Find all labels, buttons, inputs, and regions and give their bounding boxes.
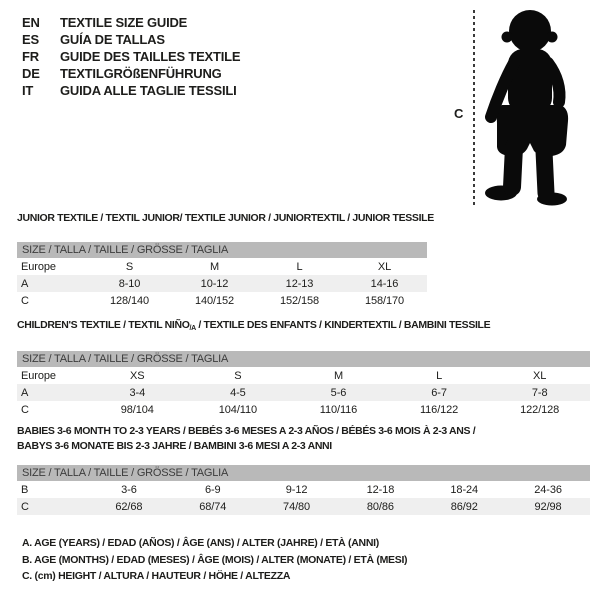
language-code: IT bbox=[22, 83, 34, 98]
baby-height-figure bbox=[440, 0, 600, 215]
size-cell: XL bbox=[533, 369, 547, 382]
language-row-it bbox=[22, 82, 240, 99]
language-row-en bbox=[22, 14, 240, 31]
junior-size-table bbox=[17, 242, 427, 309]
table-row-age-months bbox=[17, 481, 590, 498]
age-cell: 6-7 bbox=[431, 386, 447, 399]
size-cell: L bbox=[436, 369, 443, 382]
language-row-de bbox=[22, 65, 240, 82]
table-row-height bbox=[17, 292, 427, 309]
row-label: A bbox=[21, 386, 29, 399]
age-cell: 5-6 bbox=[330, 386, 347, 399]
height-cell: 110/116 bbox=[319, 403, 358, 416]
height-cell: 68/74 bbox=[199, 500, 227, 513]
babies-table-title bbox=[17, 424, 475, 454]
height-cell: 128/140 bbox=[109, 294, 150, 307]
babies-title-line2: BABYS 3-6 MONATE BIS 2-3 JAHRE / BAMBINI 3-6 MESI A 2-3 ANNI bbox=[17, 440, 332, 452]
size-cell: XL bbox=[377, 260, 392, 273]
size-cell: S bbox=[125, 260, 134, 273]
babies-size-table bbox=[17, 465, 590, 515]
height-cell: 122/128 bbox=[520, 403, 560, 416]
table-row-europe bbox=[17, 367, 590, 384]
table-row-height bbox=[17, 401, 590, 418]
age-cell: 24-36 bbox=[534, 483, 562, 496]
height-cell: 158/170 bbox=[364, 294, 405, 307]
age-cell: 7-8 bbox=[531, 386, 548, 399]
age-cell: 12-13 bbox=[285, 277, 314, 290]
height-cell: 98/104 bbox=[120, 403, 154, 416]
row-label: Europe bbox=[21, 369, 56, 382]
row-label: C bbox=[21, 500, 29, 513]
age-cell: 14-16 bbox=[370, 277, 399, 290]
age-cell: 6-9 bbox=[204, 483, 221, 496]
age-cell: 3-4 bbox=[129, 386, 146, 399]
size-cell: S bbox=[234, 369, 242, 382]
children-size-table bbox=[17, 351, 590, 418]
height-cell: 116/122 bbox=[419, 403, 459, 416]
row-label: A bbox=[21, 277, 29, 290]
age-cell: 3-6 bbox=[121, 483, 137, 496]
children-table-title bbox=[17, 319, 490, 332]
age-cell: 4-5 bbox=[230, 386, 246, 399]
table-row-age bbox=[17, 384, 590, 401]
row-label: B bbox=[21, 483, 29, 496]
height-cell: 80/86 bbox=[366, 500, 394, 513]
language-label: GUÍA DE TALLAS bbox=[60, 32, 165, 47]
height-cell: 152/158 bbox=[279, 294, 320, 307]
table-row-europe bbox=[17, 258, 427, 275]
language-code: DE bbox=[22, 66, 40, 81]
footnote-height: C. (cm) HEIGHT / ALTURA / HAUTEUR / HÖHE / ALTEZZA bbox=[22, 570, 291, 582]
size-header-bar: SIZE / TALLA / TAILLE / GRÖSSE / TAGLIA bbox=[17, 351, 590, 367]
size-cell: XS bbox=[130, 369, 145, 382]
junior-table-title: JUNIOR TEXTILE / TEXTIL JUNIOR/ TEXTILE JUNIOR / JUNIORTEXTIL / JUNIOR TESSILE bbox=[17, 212, 434, 224]
language-code: EN bbox=[22, 15, 40, 30]
height-cell: 74/80 bbox=[283, 500, 311, 513]
height-measure-dashed-line bbox=[473, 10, 475, 206]
footnotes bbox=[22, 535, 407, 585]
size-cell: L bbox=[296, 260, 303, 273]
height-measure-label: C bbox=[454, 106, 464, 121]
row-label: C bbox=[21, 403, 29, 416]
age-cell: 18-24 bbox=[450, 483, 479, 496]
size-cell: M bbox=[333, 369, 344, 382]
height-cell: 92/98 bbox=[534, 500, 562, 513]
language-row-es bbox=[22, 31, 240, 48]
height-cell: 104/110 bbox=[218, 403, 258, 416]
children-title-post: / TEXTILE DES ENFANTS / KINDERTEXTIL / BAMBINI TESSILE bbox=[195, 319, 491, 331]
language-label: GUIDE DES TAILLES TEXTILE bbox=[60, 49, 241, 64]
age-cell: 12-18 bbox=[366, 483, 395, 496]
language-code: ES bbox=[22, 32, 39, 47]
footnote-age-months: B. AGE (MONTHS) / EDAD (MESES) / ÂGE (MOIS) / ALTER (MONATE) / ETÀ (MESI) bbox=[22, 553, 408, 566]
table-row-height bbox=[17, 498, 590, 515]
size-cell: M bbox=[209, 260, 220, 273]
size-header-bar: SIZE / TALLA / TAILLE / GRÖSSE / TAGLIA bbox=[17, 465, 590, 481]
row-label: C bbox=[21, 294, 29, 307]
language-code: FR bbox=[22, 49, 39, 64]
table-row-age bbox=[17, 275, 427, 292]
children-title-pre: CHILDREN'S TEXTILE / TEXTIL NIÑO bbox=[17, 319, 190, 331]
size-header-bar: SIZE / TALLA / TAILLE / GRÖSSE / TAGLIA bbox=[17, 242, 427, 258]
height-cell: 140/152 bbox=[194, 294, 235, 307]
language-label: TEXTILGRÖßENFÜHRUNG bbox=[60, 66, 222, 81]
babies-title-line1: BABIES 3-6 MONTH TO 2-3 YEARS / BEBÉS 3-6 MESES A 2-3 AÑOS / BÉBÉS 3-6 MOIS À 2-3 ANS / bbox=[17, 425, 476, 437]
age-cell: 9-12 bbox=[285, 483, 308, 496]
baby-silhouette-icon bbox=[484, 5, 596, 207]
language-label: TEXTILE SIZE GUIDE bbox=[60, 15, 188, 30]
footnote-age-years: A. AGE (YEARS) / EDAD (AÑOS) / ÂGE (ANS) / ALTER (JAHRE) / ETÀ (ANNI) bbox=[22, 537, 379, 549]
height-cell: 62/68 bbox=[115, 500, 143, 513]
height-cell: 86/92 bbox=[450, 500, 478, 513]
language-label: GUIDA ALLE TAGLIE TESSILI bbox=[60, 83, 237, 98]
age-cell: 10-12 bbox=[200, 277, 229, 290]
row-label: Europe bbox=[21, 260, 56, 273]
age-cell: 8-10 bbox=[118, 277, 141, 290]
children-title-subscript: /A bbox=[189, 325, 196, 332]
language-header bbox=[22, 14, 240, 99]
language-row-fr bbox=[22, 48, 240, 65]
